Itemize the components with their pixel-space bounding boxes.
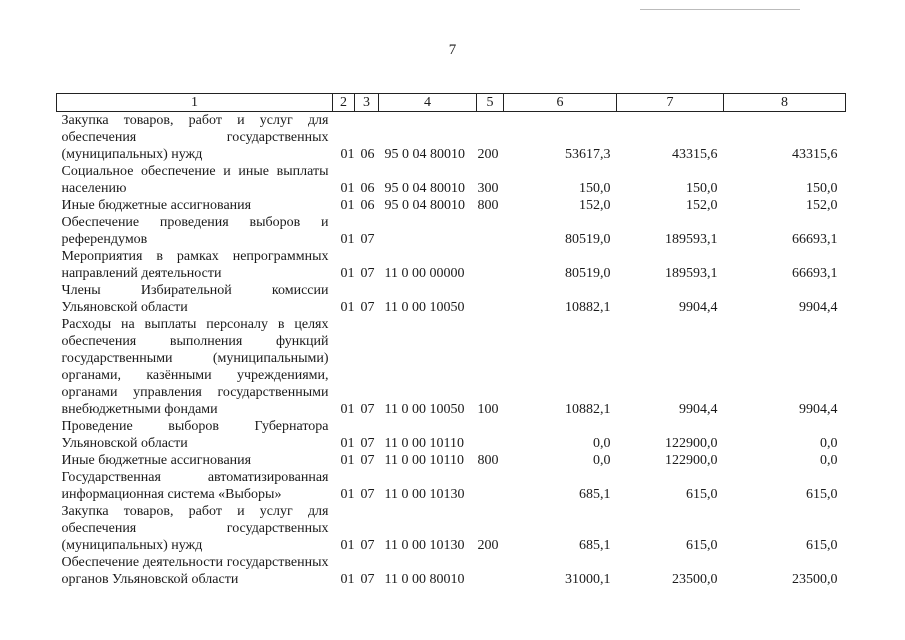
- row-amount-3: 150,0: [806, 181, 838, 196]
- row-subsection: 07: [360, 232, 375, 247]
- row-amount-3: 152,0: [806, 198, 838, 213]
- row-expense-type: 100: [477, 402, 499, 417]
- row-name: Социальное обеспечение и иные выплаты населению: [61, 164, 329, 196]
- row-name: Обеспечение проведения выборов и референдумов: [61, 215, 329, 247]
- scan-artifact: [640, 9, 800, 10]
- column-header-target-article: 4: [379, 94, 477, 112]
- row-amount-1: 685,1: [579, 538, 611, 553]
- row-amount-2: 189593,1: [665, 232, 718, 247]
- row-subsection: 07: [360, 453, 375, 468]
- row-expense-type: [477, 554, 504, 588]
- row-amount-2: 615,0: [686, 487, 718, 502]
- table-row: [57, 452, 846, 469]
- row-section: 01: [340, 198, 355, 213]
- row-amount-1: 685,1: [579, 487, 611, 502]
- row-section: 01: [340, 266, 355, 281]
- table-row: [57, 112, 846, 164]
- row-expense-type: 300: [477, 181, 499, 196]
- row-section: 01: [340, 538, 355, 553]
- budget-table: [56, 93, 846, 588]
- row-section: 01: [340, 147, 355, 162]
- row-amount-1: 31000,1: [565, 572, 611, 587]
- row-amount-3: 23500,0: [792, 572, 838, 587]
- row-amount-2: 615,0: [686, 538, 718, 553]
- row-amount-2: 150,0: [686, 181, 718, 196]
- row-section: 01: [340, 232, 355, 247]
- row-target-article: 95 0 04 80010: [384, 181, 465, 196]
- row-target-article: 95 0 04 80010: [384, 198, 465, 213]
- row-amount-3: 9904,4: [799, 402, 838, 417]
- row-name: Расходы на выплаты персоналу в целях обеспечения выполнения функций государственными (муниципальными) органами, казёнными учреждениями, органами управления государственными внебюджетными фондами: [61, 317, 329, 417]
- row-name: Закупка товаров, работ и услуг для обеспечения государственных (муниципальных) нужд: [61, 504, 329, 553]
- row-subsection: 07: [360, 538, 375, 553]
- row-expense-type: 800: [477, 198, 499, 213]
- row-name: Проведение выборов Губернатора Ульяновской области: [61, 419, 329, 451]
- row-expense-type: [477, 248, 504, 282]
- row-section: 01: [340, 572, 355, 587]
- table-row: [57, 418, 846, 452]
- row-amount-2: 122900,0: [665, 436, 718, 451]
- row-subsection: 06: [360, 198, 375, 213]
- row-target-article: 11 0 00 00000: [384, 266, 465, 281]
- row-section: 01: [340, 402, 355, 417]
- row-name: Иные бюджетные ассигнования: [61, 198, 252, 213]
- row-subsection: 06: [360, 181, 375, 196]
- row-amount-2: 122900,0: [665, 453, 718, 468]
- row-section: 01: [340, 453, 355, 468]
- column-header-amount-2: 7: [617, 94, 724, 112]
- row-expense-type: 200: [477, 538, 499, 553]
- row-subsection: 07: [360, 300, 375, 315]
- column-header-section: 2: [333, 94, 355, 112]
- row-section: 01: [340, 181, 355, 196]
- row-amount-1: 10882,1: [565, 300, 611, 315]
- row-section: 01: [340, 487, 355, 502]
- row-amount-2: 43315,6: [672, 147, 718, 162]
- row-amount-3: 615,0: [806, 487, 838, 502]
- row-subsection: 07: [360, 487, 375, 502]
- row-amount-1: 0,0: [593, 453, 611, 468]
- row-expense-type: [477, 214, 504, 248]
- row-name: Иные бюджетные ассигнования: [61, 453, 252, 468]
- row-amount-1: 150,0: [579, 181, 611, 196]
- table-row: [57, 197, 846, 214]
- row-amount-2: 189593,1: [665, 266, 718, 281]
- row-name: Члены Избирательной комиссии Ульяновской области: [61, 283, 329, 315]
- row-amount-1: 80519,0: [565, 266, 611, 281]
- column-header-amount-3: 8: [724, 94, 846, 112]
- column-header-expense-type: 5: [477, 94, 504, 112]
- row-target-article: 95 0 04 80010: [384, 147, 465, 162]
- table-row: [57, 469, 846, 503]
- row-name: Закупка товаров, работ и услуг для обеспечения государственных (муниципальных) нужд: [61, 113, 329, 162]
- row-subsection: 07: [360, 572, 375, 587]
- row-target-article: 11 0 00 10130: [384, 538, 465, 553]
- row-expense-type: [477, 469, 504, 503]
- table-row: [57, 248, 846, 282]
- row-amount-1: 0,0: [593, 436, 611, 451]
- row-amount-1: 80519,0: [565, 232, 611, 247]
- row-amount-3: 615,0: [806, 538, 838, 553]
- row-expense-type: [477, 282, 504, 316]
- row-amount-3: 66693,1: [792, 232, 838, 247]
- row-amount-3: 0,0: [820, 436, 838, 451]
- row-name: Государственная автоматизированная информационная система «Выборы»: [61, 470, 329, 502]
- row-expense-type: 800: [477, 453, 499, 468]
- column-header-subsection: 3: [355, 94, 379, 112]
- row-amount-2: 23500,0: [672, 572, 718, 587]
- row-amount-2: 152,0: [686, 198, 718, 213]
- page-number: 7: [448, 42, 457, 58]
- row-amount-3: 43315,6: [792, 147, 838, 162]
- row-expense-type: [477, 418, 504, 452]
- row-target-article: 11 0 00 80010: [384, 572, 465, 587]
- row-amount-2: 9904,4: [679, 300, 718, 315]
- row-subsection: 06: [360, 147, 375, 162]
- row-target-article: 11 0 00 10050: [384, 402, 465, 417]
- row-name: Обеспечение деятельности государственных органов Ульяновской области: [61, 555, 329, 587]
- table-header-row: [57, 94, 846, 112]
- table-row: [57, 503, 846, 554]
- row-subsection: 07: [360, 402, 375, 417]
- row-target-article: [379, 214, 477, 248]
- table-row: [57, 316, 846, 418]
- row-amount-1: 152,0: [579, 198, 611, 213]
- table-row: [57, 163, 846, 197]
- column-header-name: 1: [57, 94, 333, 112]
- table-row: [57, 554, 846, 588]
- row-amount-3: 66693,1: [792, 266, 838, 281]
- row-amount-1: 10882,1: [565, 402, 611, 417]
- row-subsection: 07: [360, 266, 375, 281]
- row-amount-3: 0,0: [820, 453, 838, 468]
- row-subsection: 07: [360, 436, 375, 451]
- table-row: [57, 282, 846, 316]
- row-expense-type: 200: [477, 147, 499, 162]
- row-section: 01: [340, 300, 355, 315]
- row-amount-3: 9904,4: [799, 300, 838, 315]
- row-section: 01: [340, 436, 355, 451]
- row-target-article: 11 0 00 10130: [384, 487, 465, 502]
- row-target-article: 11 0 00 10110: [384, 436, 464, 451]
- table-body: [57, 112, 846, 589]
- row-name: Мероприятия в рамках непрограммных направлений деятельности: [61, 249, 329, 281]
- row-amount-2: 9904,4: [679, 402, 718, 417]
- row-target-article: 11 0 00 10110: [384, 453, 464, 468]
- row-amount-1: 53617,3: [565, 147, 611, 162]
- row-target-article: 11 0 00 10050: [384, 300, 465, 315]
- column-header-amount-1: 6: [504, 94, 617, 112]
- table-row: [57, 214, 846, 248]
